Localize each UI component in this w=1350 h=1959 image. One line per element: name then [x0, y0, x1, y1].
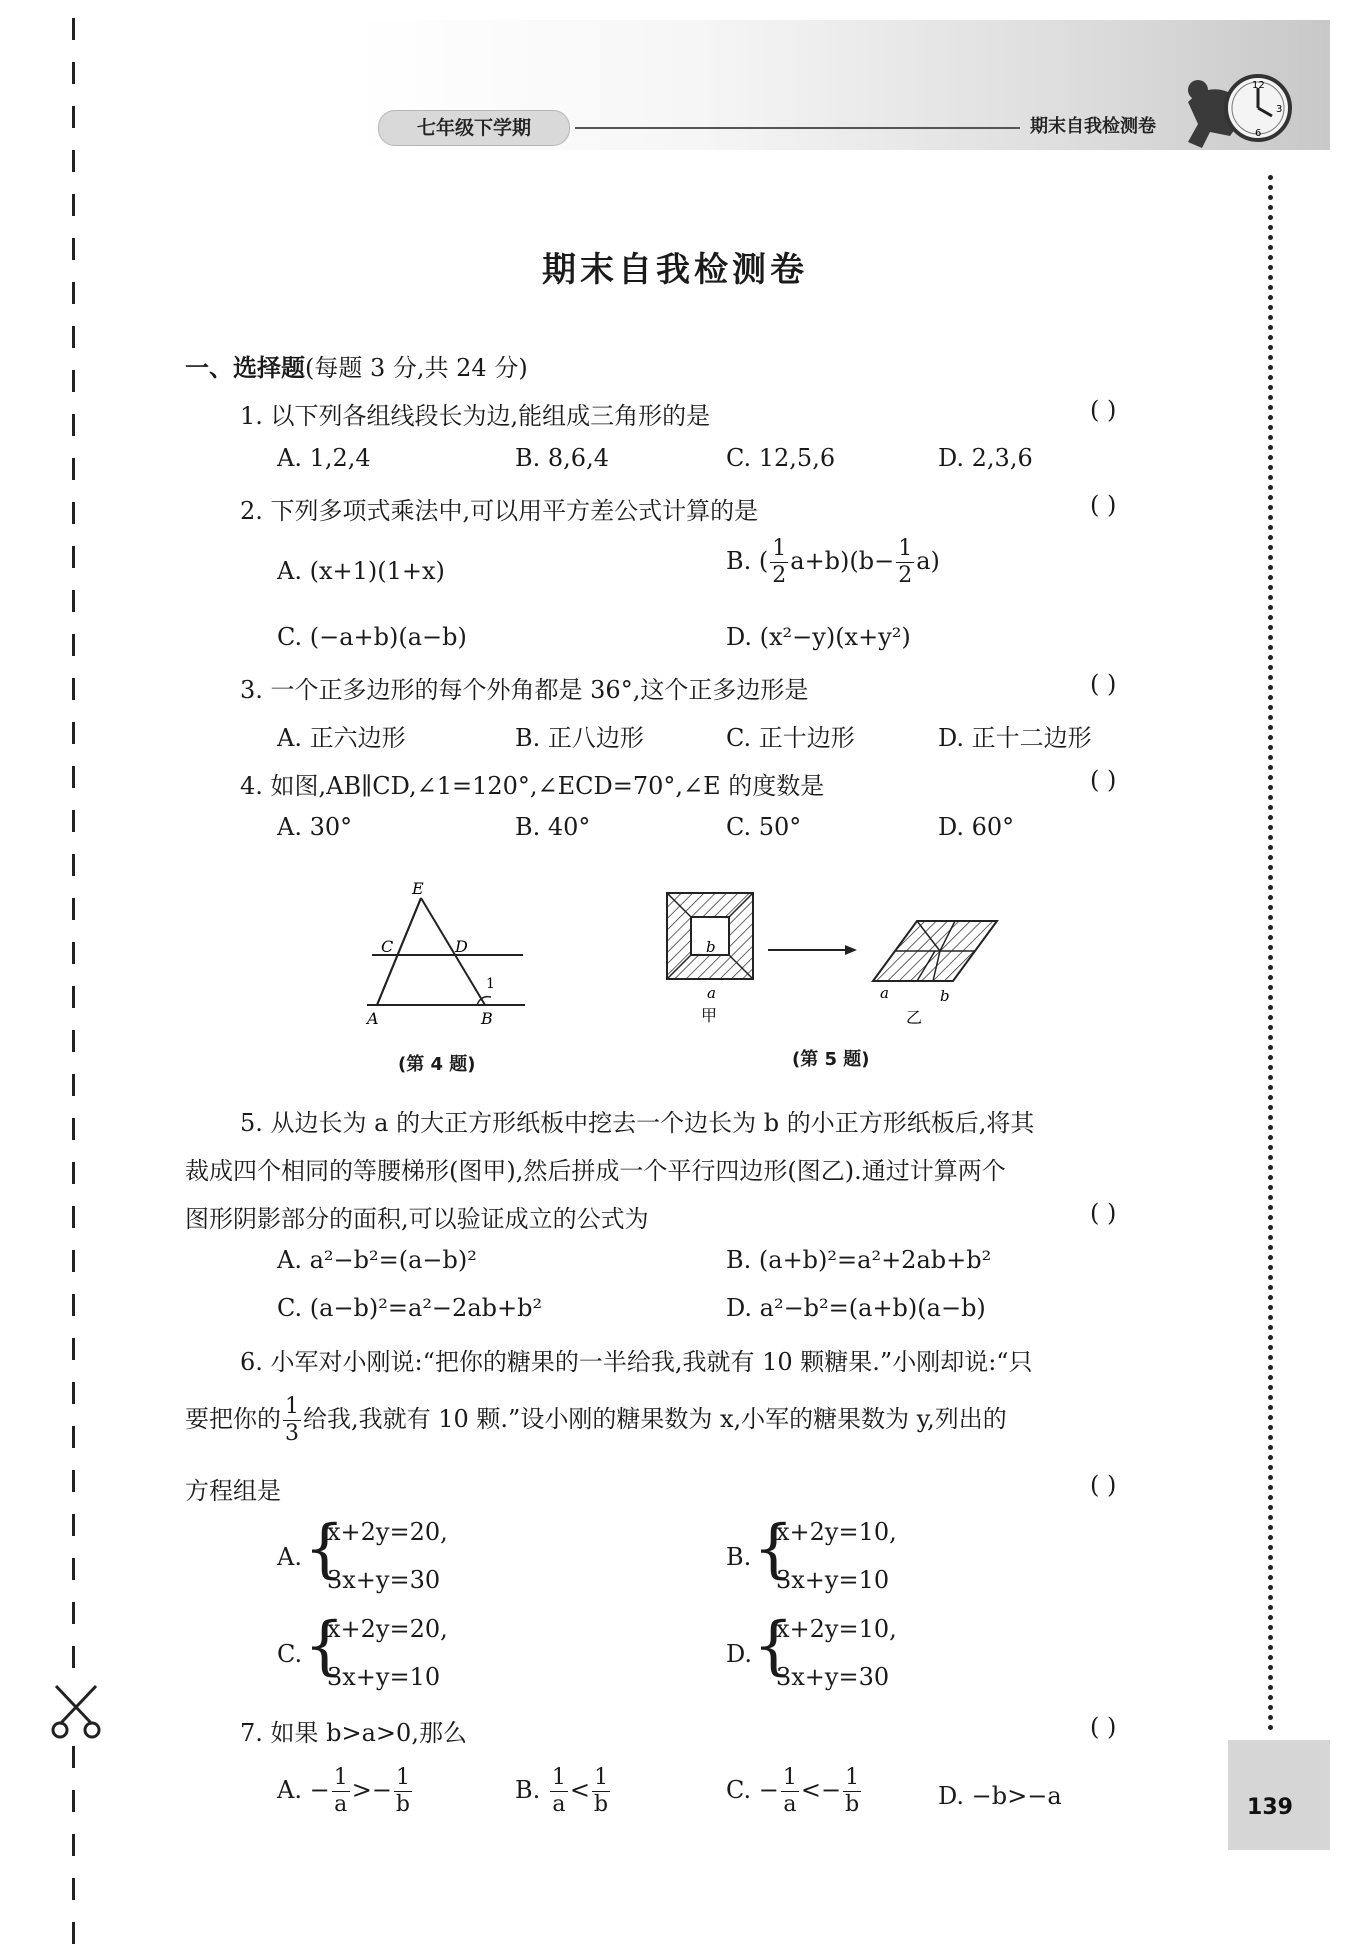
- margin-dot: [1268, 825, 1273, 830]
- figure-5-diagram: [655, 885, 1015, 1025]
- label-a: A: [367, 1009, 379, 1028]
- margin-dot: [1268, 865, 1273, 870]
- margin-dot: [1268, 785, 1273, 790]
- q6-option-d-brace: {: [753, 1609, 794, 1683]
- margin-dot: [1268, 305, 1273, 310]
- margin-dot: [1268, 1075, 1273, 1080]
- q5-line-3: 图形阴影部分的面积,可以验证成立的公式为: [185, 1205, 649, 1233]
- margin-dot: [1268, 1205, 1273, 1210]
- section-heading: [185, 348, 528, 383]
- q2-option-c: C. (−a+b)(a−b): [277, 623, 467, 651]
- header-rule: [575, 127, 1020, 129]
- margin-dot: [1268, 315, 1273, 320]
- margin-dot: [1268, 1535, 1273, 1540]
- margin-dot: [1268, 545, 1273, 550]
- arrow-head: [845, 945, 857, 955]
- q5-line-1: 5. 从边长为 a 的大正方形纸板中挖去一个边长为 b 的小正方形纸板后,将其: [240, 1109, 1035, 1137]
- margin-dot: [1268, 455, 1273, 460]
- runner-clock-logo: [1170, 62, 1305, 152]
- margin-dot: [1268, 505, 1273, 510]
- q3-option-c: C. 正十边形: [726, 724, 855, 752]
- q6-option-a-brace: {: [304, 1512, 345, 1586]
- q1-option-d: D. 2,3,6: [938, 444, 1033, 472]
- line-eb: [421, 898, 485, 1005]
- q1-option-c: C. 12,5,6: [726, 444, 836, 472]
- q1-answer-paren: ( ): [1090, 396, 1117, 424]
- margin-dot: [1268, 1485, 1273, 1490]
- margin-dot: [1268, 655, 1273, 660]
- scissors-icon: [48, 1680, 108, 1740]
- margin-dot: [1268, 955, 1273, 960]
- q6-line-1: 6. 小军对小刚说:“把你的糖果的一半给我,我就有 10 颗糖果.”小刚却说:“只: [240, 1348, 1033, 1376]
- margin-dot: [1268, 1305, 1273, 1310]
- margin-dot: [1268, 495, 1273, 500]
- q6-option-d-eq1: x+2y=10,: [776, 1615, 897, 1643]
- margin-dot: [1268, 645, 1273, 650]
- margin-dot: [1268, 635, 1273, 640]
- figure-4-diagram: [355, 880, 535, 1030]
- q6-option-a-eq2: 3x+y=30: [327, 1566, 441, 1594]
- margin-dot: [1268, 745, 1273, 750]
- margin-dot: [1268, 1035, 1273, 1040]
- margin-dot: [1268, 1435, 1273, 1440]
- margin-dot: [1268, 1525, 1273, 1530]
- margin-dot: [1268, 1015, 1273, 1020]
- margin-dot: [1268, 1065, 1273, 1070]
- label-d: D: [455, 937, 468, 956]
- q6-option-a-label: A.: [277, 1543, 302, 1571]
- label-e: E: [412, 880, 424, 898]
- q4-stem: 4. 如图,AB∥CD,∠1=120°,∠ECD=70°,∠E 的度数是: [240, 772, 825, 800]
- q3-option-a: A. 正六边形: [277, 724, 406, 752]
- margin-dot: [1268, 535, 1273, 540]
- q5-answer-paren: ( ): [1090, 1199, 1117, 1227]
- margin-dot: [1268, 1645, 1273, 1650]
- margin-dot: [1268, 1665, 1273, 1670]
- margin-dot: [1268, 1395, 1273, 1400]
- q6-option-b-eq2: 3x+y=10: [776, 1566, 890, 1594]
- q1-stem: 1. 以下列各组线段长为边,能组成三角形的是: [240, 402, 711, 430]
- margin-dot: [1268, 215, 1273, 220]
- margin-dot: [1268, 1195, 1273, 1200]
- margin-dot: [1268, 1235, 1273, 1240]
- margin-dot: [1268, 805, 1273, 810]
- margin-dot: [1268, 475, 1273, 480]
- margin-dot: [1268, 1335, 1273, 1340]
- margin-dot: [1268, 1595, 1273, 1600]
- q3-stem: 3. 一个正多边形的每个外角都是 36°,这个正多边形是: [240, 676, 809, 704]
- margin-dot: [1268, 1085, 1273, 1090]
- q7-option-c: C. − $\frac{1}{a}$ <− $\frac{1}{b}$: [726, 1765, 860, 1817]
- q2-b-open: B. (: [726, 547, 769, 575]
- q3-option-b: B. 正八边形: [515, 724, 644, 752]
- margin-dot: [1268, 935, 1273, 940]
- margin-dot: [1268, 1245, 1273, 1250]
- q4-option-b: B. 40°: [515, 813, 591, 841]
- margin-dot: [1268, 235, 1273, 240]
- q6-option-d-label: D.: [726, 1640, 753, 1668]
- q6-option-b-brace: {: [753, 1512, 794, 1586]
- margin-dot: [1268, 525, 1273, 530]
- margin-dot: [1268, 855, 1273, 860]
- fig5-label-yi: 乙: [906, 1008, 923, 1025]
- margin-dot: [1268, 875, 1273, 880]
- q5-option-c: C. (a−b)²=a²−2ab+b²: [277, 1294, 543, 1322]
- margin-dot: [1268, 725, 1273, 730]
- margin-dot: [1268, 1715, 1273, 1720]
- margin-dot: [1268, 1215, 1273, 1220]
- page-title: 期末自我检测卷: [542, 250, 808, 290]
- margin-dot: [1268, 225, 1273, 230]
- margin-dot: [1268, 1005, 1273, 1010]
- margin-dot: [1268, 1695, 1273, 1700]
- margin-dot: [1268, 555, 1273, 560]
- q1-option-a: A. 1,2,4: [277, 444, 371, 472]
- margin-dot: [1268, 175, 1273, 180]
- label-b: B: [481, 1009, 493, 1028]
- q5-option-d: D. a²−b²=(a+b)(a−b): [726, 1294, 986, 1322]
- q2-answer-paren: ( ): [1090, 491, 1117, 519]
- margin-dot: [1268, 565, 1273, 570]
- margin-dot: [1268, 1655, 1273, 1660]
- margin-dot: [1268, 465, 1273, 470]
- header-section-label: 期末自我检测卷: [1030, 116, 1156, 137]
- margin-dot: [1268, 1275, 1273, 1280]
- q3-answer-paren: ( ): [1090, 670, 1117, 698]
- fig5-label-a2: a: [880, 984, 889, 1002]
- q6-option-c-eq2: 3x+y=10: [327, 1663, 441, 1691]
- margin-dot: [1268, 1315, 1273, 1320]
- margin-dot: [1268, 1145, 1273, 1150]
- q5-option-a: A. a²−b²=(a−b)²: [277, 1246, 477, 1274]
- q6-option-b-eq1: x+2y=10,: [776, 1518, 897, 1546]
- q4-option-d: D. 60°: [938, 813, 1015, 841]
- margin-dot: [1268, 1505, 1273, 1510]
- margin-dot: [1268, 985, 1273, 990]
- q6-option-b-label: B.: [726, 1543, 752, 1571]
- margin-dot: [1268, 335, 1273, 340]
- margin-dot: [1268, 585, 1273, 590]
- q4-option-c: C. 50°: [726, 813, 802, 841]
- q2-b-fraction-1: $\frac{1}{2}$: [772, 536, 787, 588]
- section-note: (每题 3 分,共 24 分): [305, 354, 528, 382]
- margin-dot: [1268, 795, 1273, 800]
- q6-option-c-label: C.: [277, 1640, 303, 1668]
- fig5-label-b: b: [706, 938, 716, 956]
- margin-dot: [1268, 1405, 1273, 1410]
- q4-option-a: A. 30°: [277, 813, 353, 841]
- margin-dot: [1268, 1055, 1273, 1060]
- fig5-label-a: a: [707, 984, 716, 1002]
- margin-dot: [1268, 1475, 1273, 1480]
- margin-dot: [1268, 835, 1273, 840]
- margin-dot: [1268, 885, 1273, 890]
- margin-dot: [1268, 895, 1273, 900]
- margin-dot: [1268, 905, 1273, 910]
- margin-dot: [1268, 375, 1273, 380]
- margin-dot: [1268, 1635, 1273, 1640]
- margin-dot: [1268, 1045, 1273, 1050]
- q5-option-b: B. (a+b)²=a²+2ab+b²: [726, 1246, 992, 1274]
- margin-dot: [1268, 1155, 1273, 1160]
- margin-dot: [1268, 1675, 1273, 1680]
- margin-dot: [1268, 1625, 1273, 1630]
- margin-dot: [1268, 775, 1273, 780]
- margin-dot: [1268, 715, 1273, 720]
- margin-dot: [1268, 1415, 1273, 1420]
- q4-answer-paren: ( ): [1090, 766, 1117, 794]
- margin-dot: [1268, 685, 1273, 690]
- q7-option-d: D. −b>−a: [938, 1782, 1062, 1810]
- margin-dot: [1268, 365, 1273, 370]
- q2-option-b: [726, 538, 940, 587]
- margin-dot: [1268, 605, 1273, 610]
- margin-dot: [1268, 1095, 1273, 1100]
- margin-dot: [1268, 1265, 1273, 1270]
- margin-dot: [1268, 385, 1273, 390]
- margin-dot: [1268, 1225, 1273, 1230]
- margin-dot: [1268, 425, 1273, 430]
- margin-dot: [1268, 1375, 1273, 1380]
- q3-option-d: D. 正十二边形: [938, 724, 1092, 752]
- header-grade-label: 七年级下学期: [378, 110, 570, 146]
- q7-stem: 7. 如果 b>a>0,那么: [240, 1719, 467, 1747]
- margin-dot: [1268, 925, 1273, 930]
- section-label: 一、选择题: [185, 354, 305, 382]
- margin-dot: [1268, 1445, 1273, 1450]
- margin-dot: [1268, 1125, 1273, 1130]
- margin-dot: [1268, 915, 1273, 920]
- margin-dot: [1268, 185, 1273, 190]
- margin-dot: [1268, 1105, 1273, 1110]
- q6-fraction-third: $\frac{1}{3}$: [285, 1394, 299, 1446]
- margin-dot: [1268, 1185, 1273, 1190]
- margin-dot: [1268, 435, 1273, 440]
- margin-dot: [1268, 1175, 1273, 1180]
- fig5-label-jia: 甲: [701, 1006, 718, 1025]
- margin-dot: [1268, 395, 1273, 400]
- margin-dot: [1268, 195, 1273, 200]
- margin-dot: [1268, 675, 1273, 680]
- q2-option-d: D. (x²−y)(x+y²): [726, 623, 911, 651]
- q2-option-a: A. (x+1)(1+x): [277, 557, 445, 585]
- margin-dot: [1268, 1355, 1273, 1360]
- margin-dot: [1268, 705, 1273, 710]
- margin-dot: [1268, 1025, 1273, 1030]
- margin-dot: [1268, 1705, 1273, 1710]
- margin-dot: [1268, 445, 1273, 450]
- q6-line-2: 要把你的 $\frac{1}{3}$ 给我,我就有 10 颗.”设小刚的糖果数为 x,小军的糖果数为 y,列出的: [185, 1394, 1007, 1446]
- margin-dot: [1268, 515, 1273, 520]
- label-1: 1: [486, 976, 495, 992]
- margin-dot: [1268, 615, 1273, 620]
- q7-option-a: A. − $\frac{1}{a}$ >− $\frac{1}{b}$: [277, 1765, 411, 1817]
- page-number: 139: [1247, 1795, 1293, 1820]
- q6-line-3: 方程组是: [185, 1477, 281, 1505]
- margin-dot: [1268, 575, 1273, 580]
- margin-dot: [1268, 205, 1273, 210]
- figure-5-caption: (第 5 题): [792, 1049, 870, 1070]
- q6-answer-paren: ( ): [1090, 1471, 1117, 1499]
- margin-dot: [1268, 975, 1273, 980]
- q2-stem: 2. 下列多项式乘法中,可以用平方差公式计算的是: [240, 497, 759, 525]
- q5-line-2: 裁成四个相同的等腰梯形(图甲),然后拼成一个平行四边形(图乙).通过计算两个: [185, 1157, 1006, 1185]
- margin-dot: [1268, 1685, 1273, 1690]
- margin-dot: [1268, 1295, 1273, 1300]
- margin-dot: [1268, 1575, 1273, 1580]
- margin-dot: [1268, 1495, 1273, 1500]
- q6-option-c-eq1: x+2y=20,: [327, 1615, 448, 1643]
- margin-dot: [1268, 1345, 1273, 1350]
- margin-dot: [1268, 1725, 1273, 1730]
- margin-dot: [1268, 1615, 1273, 1620]
- margin-dot: [1268, 965, 1273, 970]
- figure-4-caption: (第 4 题): [398, 1054, 476, 1075]
- margin-dot: [1268, 1115, 1273, 1120]
- margin-dot: [1268, 1425, 1273, 1430]
- margin-dot: [1268, 765, 1273, 770]
- fig5-label-b2: b: [940, 987, 950, 1005]
- margin-dot: [1268, 1565, 1273, 1570]
- q6-option-d-eq2: 3x+y=30: [776, 1663, 890, 1691]
- margin-dot: [1268, 665, 1273, 670]
- margin-dot: [1268, 1555, 1273, 1560]
- margin-dot: [1268, 325, 1273, 330]
- margin-dot: [1268, 295, 1273, 300]
- margin-dot: [1268, 345, 1273, 350]
- margin-dot: [1268, 1135, 1273, 1140]
- svg-text:6: 6: [1255, 128, 1262, 139]
- margin-dot: [1268, 485, 1273, 490]
- margin-dot: [1268, 1605, 1273, 1610]
- q7-answer-paren: ( ): [1090, 1713, 1117, 1741]
- margin-dot: [1268, 1255, 1273, 1260]
- margin-dot: [1268, 355, 1273, 360]
- margin-dot: [1268, 815, 1273, 820]
- q2-b-fraction-2: $\frac{1}{2}$: [898, 536, 913, 588]
- margin-dot: [1268, 1585, 1273, 1590]
- margin-dot: [1268, 415, 1273, 420]
- margin-dot: [1268, 735, 1273, 740]
- margin-dot: [1268, 995, 1273, 1000]
- margin-dot: [1268, 1465, 1273, 1470]
- label-c: C: [381, 937, 394, 956]
- q7-option-b: B. $\frac{1}{a}$ < $\frac{1}{b}$: [515, 1765, 609, 1817]
- margin-dot: [1268, 945, 1273, 950]
- q1-option-b: B. 8,6,4: [515, 444, 609, 472]
- margin-dot: [1268, 695, 1273, 700]
- q6-option-a-eq1: x+2y=20,: [327, 1518, 448, 1546]
- margin-dot: [1268, 595, 1273, 600]
- svg-text:3: 3: [1276, 104, 1283, 115]
- margin-dot: [1268, 1545, 1273, 1550]
- q6-option-c-brace: {: [304, 1609, 345, 1683]
- margin-dot: [1268, 1165, 1273, 1170]
- margin-dot: [1268, 845, 1273, 850]
- margin-dot: [1268, 1515, 1273, 1520]
- margin-dot: [1268, 755, 1273, 760]
- margin-dot: [1268, 1385, 1273, 1390]
- q2-b-close: a): [916, 547, 940, 575]
- margin-dot: [1268, 405, 1273, 410]
- q2-b-middle: a+b)(b−: [790, 547, 895, 575]
- svg-text:12: 12: [1252, 80, 1265, 91]
- margin-dot: [1268, 1365, 1273, 1370]
- margin-dot: [1268, 1285, 1273, 1290]
- margin-dot: [1268, 1455, 1273, 1460]
- margin-dot: [1268, 625, 1273, 630]
- margin-dot: [1268, 1325, 1273, 1330]
